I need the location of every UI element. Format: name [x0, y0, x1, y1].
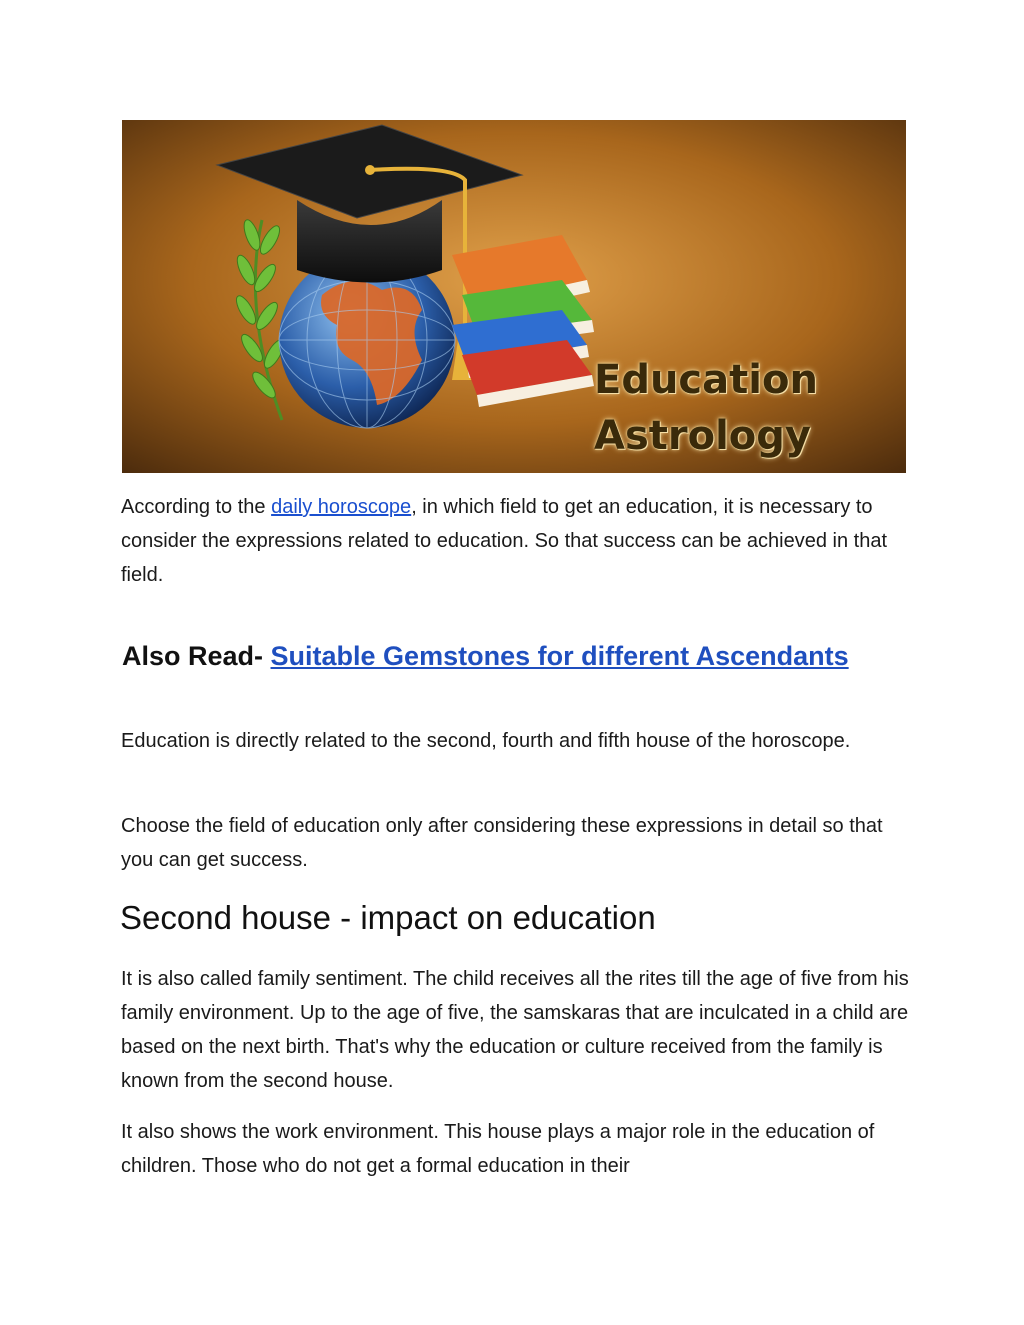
section-heading: Second house - impact on education [120, 899, 656, 936]
section-paragraph-1-block [121, 962, 911, 1098]
section-paragraph: It also shows the work environment. This house plays a major role in the education of children. Those who do not get a formal education in their [121, 1121, 875, 1177]
hero-title-line2: Astrology [594, 413, 811, 459]
also-read-label: Also Read- [122, 641, 271, 671]
gemstones-link[interactable]: Suitable Gemstones for different Ascendants [270, 641, 849, 671]
hero-image [122, 120, 906, 473]
body-paragraph-2-block [121, 809, 911, 877]
daily-horoscope-link[interactable]: daily horoscope [271, 496, 412, 518]
section-paragraph-2-block [121, 1115, 911, 1183]
body-paragraph: Education is directly related to the second, fourth and fifth house of the horoscope. [121, 730, 851, 752]
books-icon [452, 235, 594, 407]
hero-title-line1: Education [594, 357, 818, 403]
section-paragraph: It is also called family sentiment. The child receives all the rites till the age of five from his family environment. Up to the age of five, the samskaras that are inculcated in a child are based on the next birth. That's why the education or culture received from the family is known from the second house. [121, 968, 909, 1092]
intro-block [121, 490, 911, 592]
intro-text-before: According to the [121, 496, 272, 518]
hero-title [594, 352, 894, 464]
intro-paragraph [121, 490, 911, 592]
body-paragraph: Choose the field of education only after considering these expressions in detail so that you can get success. [121, 815, 883, 871]
body-paragraph-1-block [121, 724, 911, 758]
also-read [122, 636, 922, 676]
intro-text-after: , in which field to get an education, it is necessary to consider the expressions related to education. So that success can be achieved in that field. [121, 496, 888, 586]
